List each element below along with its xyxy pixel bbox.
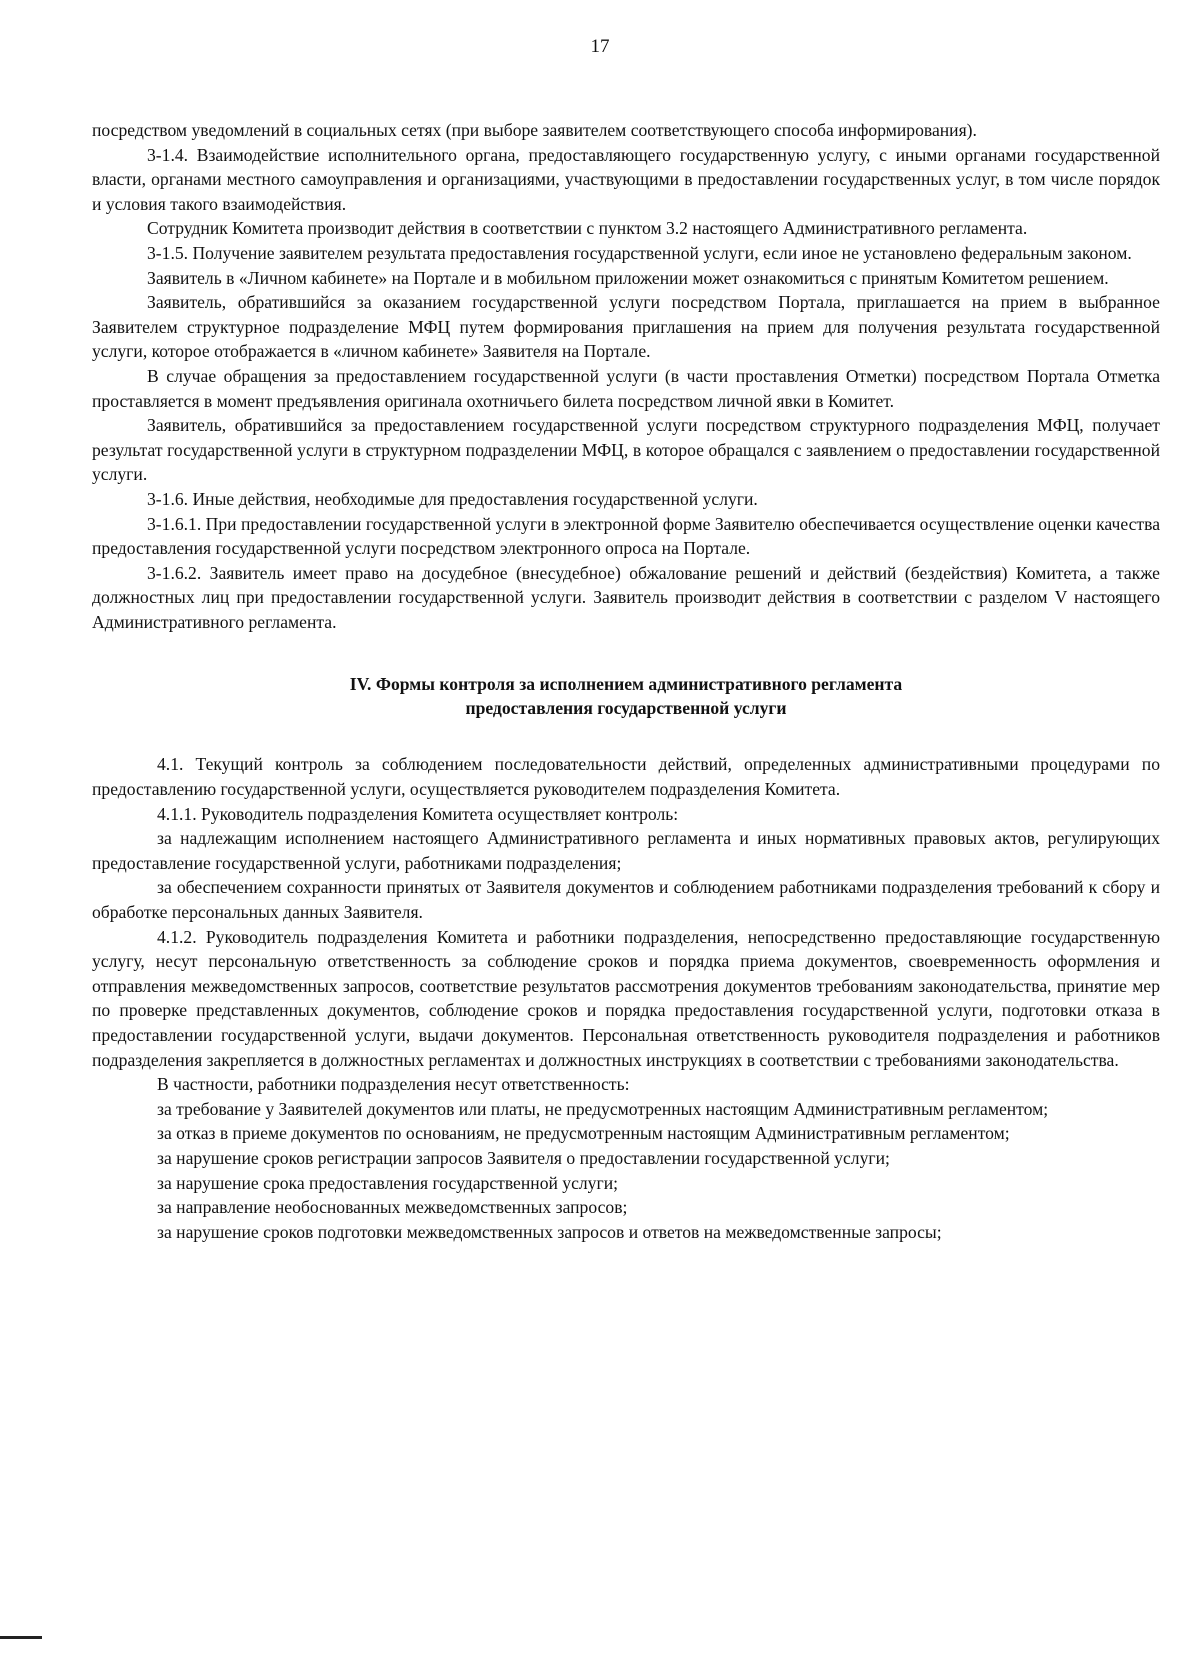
paragraph: 3-1.6.2. Заявитель имеет право на досудебное (внесудебное) обжалование решений и действий (бездействия) Комитета, а также должностных лиц при предоставлении государственной услуги. Заявитель производит действия в соответствии с разделом V настоящего Административного регламента.: [92, 562, 1160, 632]
paragraph: за обеспечением сохранности принятых от Заявителя документов и соблюдением работниками подразделения требований к сбору и обработке персональных данных Заявителя.: [92, 877, 1160, 923]
paragraph: за отказ в приеме документов по основаниям, не предусмотренным настоящим Административным регламентом;: [157, 1123, 1010, 1144]
paragraph: за требование у Заявителей документов или платы, не предусмотренных настоящим Административным регламентом;: [157, 1098, 1049, 1119]
paragraph: 4.1. Текущий контроль за соблюдением последовательности действий, определенных административными процедурами по предоставлению государственной услуги, осуществляется руководителем подразделения Комитета.: [92, 754, 1160, 800]
paragraph: за нарушение срока предоставления государственной услуги;: [157, 1172, 619, 1193]
section-title: [92, 672, 1160, 720]
paragraph: Заявитель в «Личном кабинете» на Портале и в мобильном приложении может ознакомиться с принятым Комитетом решением.: [147, 267, 1109, 288]
paragraph: Заявитель, обратившийся за оказанием государственной услуги посредством Портала, приглашается на прием в выбранное Заявителем структурное подразделение МФЦ путем формирования приглашения на прием для получения результата государственной услуги, которое отображается в «личном кабинете» Заявителя на Портале.: [92, 292, 1160, 362]
section-title-line-1: IV. Формы контроля за исполнением административного регламента: [349, 674, 903, 695]
document-body: [92, 118, 1160, 1244]
paragraph: 3-1.4. Взаимодействие исполнительного органа, предоставляющего государственную услугу, с иными органами государственной власти, органами местного самоуправления и организациями, участвующими в предоставлении государственных услуг, в том числе порядок и условия такого взаимодействия.: [92, 144, 1160, 214]
paragraph: за надлежащим исполнением настоящего Административного регламента и иных нормативных правовых актов, регулирующих предоставление государственной услуги, работниками подразделения;: [92, 828, 1160, 873]
page-number: 17: [590, 36, 610, 57]
paragraph: посредством уведомлений в социальных сетях (при выборе заявителем соответствующего способа информирования).: [92, 120, 977, 140]
paragraph: В частности, работники подразделения несут ответственность:: [157, 1074, 630, 1095]
paragraph: Сотрудник Комитета производит действия в соответствии с пунктом 3.2 настоящего Административного регламента.: [147, 218, 1028, 239]
paragraph: Заявитель, обратившийся за предоставлением государственной услуги посредством структурного подразделения МФЦ, получает результат государственной услуги в структурном подразделении МФЦ, в которое обращался с заявлением о предоставлении государственной услуги.: [92, 415, 1160, 485]
paragraph: 3-1.6.1. При предоставлении государственной услуги в электронной форме Заявителю обеспечивается осуществление оценки качества предоставления государственной услуги посредством электронного опроса на Портале.: [92, 513, 1160, 559]
paragraph: 3-1.6. Иные действия, необходимые для предоставления государственной услуги.: [147, 488, 758, 509]
paragraph: за нарушение сроков регистрации запросов Заявителя о предоставлении государственной услуги;: [157, 1147, 890, 1168]
paragraph: 4.1.1. Руководитель подразделения Комитета осуществляет контроль:: [157, 803, 679, 824]
scan-edge-mark: [0, 1636, 42, 1639]
paragraph: В случае обращения за предоставлением государственной услуги (в части проставления Отметки) посредством Портала Отметка проставляется в момент предъявления оригинала охотничьего билета посредством личной явки в Комитет.: [92, 365, 1160, 411]
paragraph: за нарушение сроков подготовки межведомственных запросов и ответов на межведомственные запросы;: [157, 1221, 942, 1242]
section-title-line-2: предоставления государственной услуги: [465, 698, 787, 719]
paragraph: 3-1.5. Получение заявителем результата предоставления государственной услуги, если иное не установлено федеральным законом.: [147, 242, 1132, 263]
paragraph: 4.1.2. Руководитель подразделения Комитета и работники подразделения, непосредственно предоставляющие государственную услугу, несут персональную ответственность за соблюдение сроков и порядка приема документов, своевременность оформления и отправления межведомственных запросов, соответствие результатов рассмотрения документов требованиям законодательства, принятие мер по проверке представленных документов, соблюдение сроков и порядка предоставления государственной услуги, подготовки отказа в предоставлении государственной услуги, выдачи документов. Персональная ответственность руководителя подразделения и работников подразделения закрепляется в должностных регламентах и должностных инструкциях в соответствии с требованиями законодательства.: [92, 926, 1160, 1070]
paragraph: за направление необоснованных межведомственных запросов;: [157, 1197, 628, 1218]
